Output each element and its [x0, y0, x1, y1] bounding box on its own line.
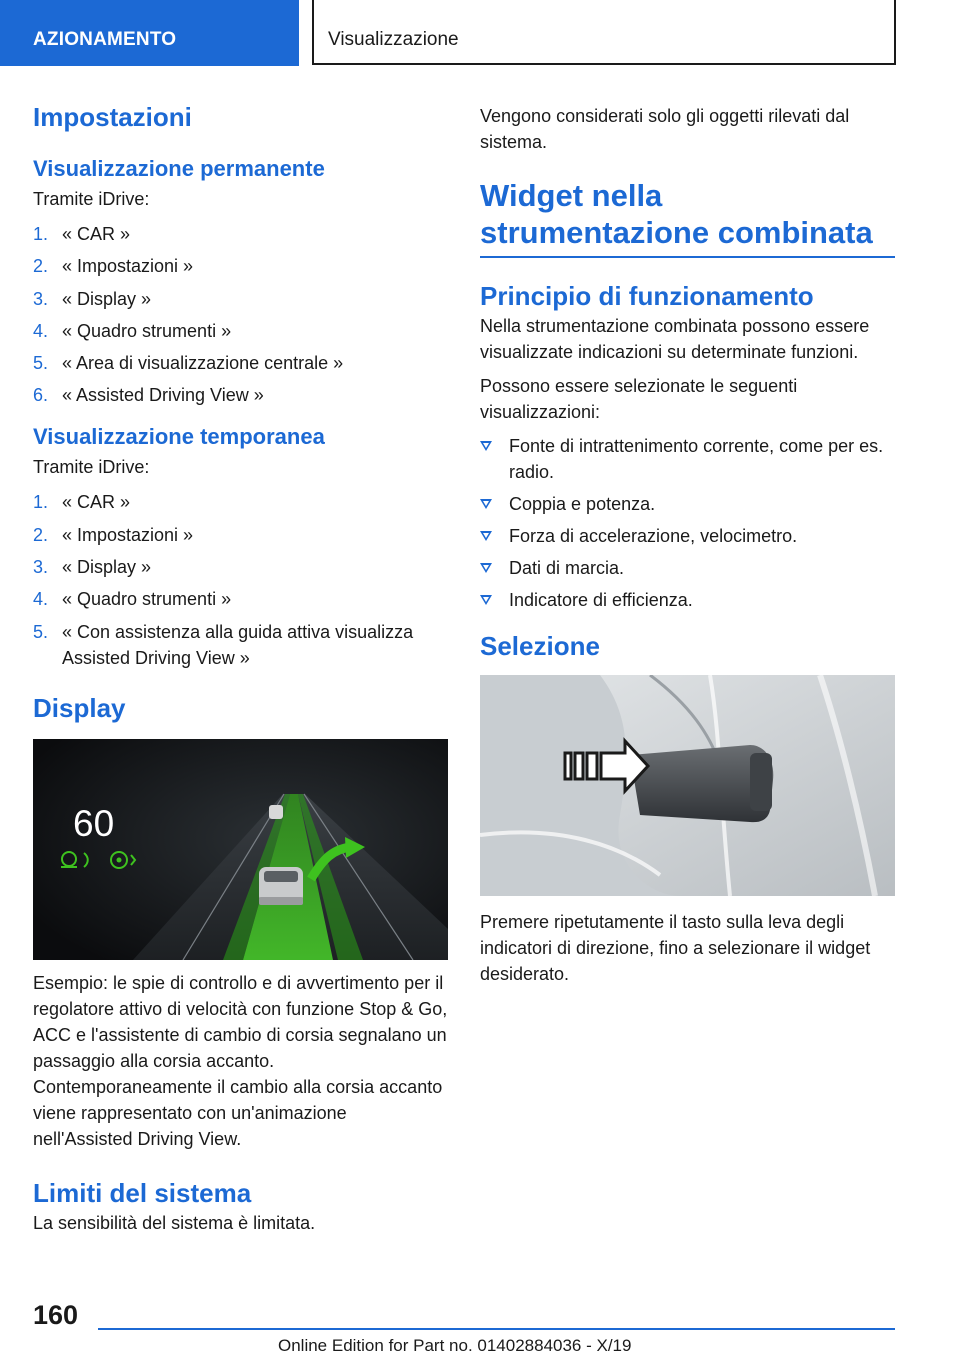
selectable-text: Possono essere selezionate le seguenti visualizzazioni: — [480, 376, 798, 422]
list-item: Dati di marcia. — [480, 555, 895, 581]
temporary-steps-list — [33, 489, 448, 670]
list-item: Indicatore di efficienza. — [480, 587, 895, 613]
list-item: 5. « Con assistenza alla guida attiva visualizza Assisted Driving View » — [33, 621, 414, 668]
section-title: AZIONAMENTO — [33, 29, 177, 50]
heading-rule — [480, 256, 895, 258]
selection-image — [480, 675, 895, 896]
bullet-triangle-icon — [480, 441, 492, 451]
heading-selection: Selezione — [480, 631, 600, 661]
list-item: 4. « Quadro strumenti » — [33, 589, 232, 610]
display-image — [33, 739, 448, 960]
bullet-triangle-icon — [480, 595, 492, 605]
heading-principle: Principio di funzionamento — [480, 281, 814, 311]
list-item: 3. « Display » — [33, 288, 152, 309]
list-item: Fonte di intrattenimento corrente, come per es. radio. — [480, 433, 895, 485]
via-idrive-text: Tramite iDrive: — [33, 457, 150, 478]
heading-display: Display — [33, 692, 126, 723]
driving-view-illustration — [33, 739, 448, 960]
list-item: 2. « Impostazioni » — [33, 256, 194, 277]
right-column — [480, 103, 895, 987]
heading-settings: Impostazioni — [33, 102, 192, 132]
list-item: 2. « Impostazioni » — [33, 524, 194, 545]
list-item: 6. « Assisted Driving View » — [33, 385, 264, 406]
heading-temporary: Visualizzazione temporanea — [33, 424, 325, 450]
list-item: 1. « CAR » — [33, 224, 131, 244]
footer-edition: Online Edition for Part no. 01402884036 - X/19 — [278, 1336, 632, 1355]
widget-options-list — [480, 433, 895, 613]
section-tab — [0, 0, 299, 66]
principle-text: Nella strumentazione combinata possono essere visualizzate indicazioni su determinate funzioni. — [480, 316, 870, 362]
speed-readout: 60 — [73, 802, 115, 844]
selection-text: Premere ripetutamente il tasto sulla leva degli indicatori di direzione, fino a selezionare il widget desiderato. — [480, 912, 871, 984]
permanent-steps-list — [33, 221, 448, 408]
bullet-triangle-icon — [480, 563, 492, 573]
via-idrive-text: Tramite iDrive: — [33, 189, 150, 209]
display-caption: Esempio: le spie di controllo e di avvertimento per il regolatore attivo di velocità con funzione Stop & Go, ACC e l'assistente di cambio di corsia segnalano un passaggio alla corsia accanto. Contemporaneamente il cambio alla corsia accanto viene rappresentato con un'animazione nell'Assisted Driving View. — [33, 972, 448, 1149]
list-item: 1. « CAR » — [33, 492, 131, 513]
bullet-triangle-icon — [480, 499, 492, 509]
bullet-triangle-icon — [480, 531, 492, 541]
list-item: Coppia e potenza. — [480, 491, 895, 517]
list-item: Forza di accelerazione, velocimetro. — [480, 523, 895, 549]
list-item: 5. « Area di visualizzazione centrale » — [33, 353, 344, 374]
limits-text: La sensibilità del sistema è limitata. — [33, 1212, 316, 1233]
page-number: 160 — [33, 1300, 79, 1330]
heading-widget: Widget nella strumentazione combinata — [480, 178, 873, 250]
topic-box — [312, 0, 896, 65]
footer-rule — [98, 1328, 895, 1330]
heading-limits: Limiti del sistema — [33, 1177, 252, 1208]
list-item: 4. « Quadro strumenti » — [33, 320, 232, 341]
turn-signal-lever-illustration — [480, 675, 895, 896]
list-item: 3. « Display » — [33, 557, 152, 578]
heading-permanent: Visualizzazione permanente — [33, 156, 325, 181]
left-column — [33, 100, 448, 1236]
topic-title: Visualizzazione — [328, 29, 459, 50]
objects-text: Vengono considerati solo gli oggetti rilevati dal sistema. — [480, 106, 850, 152]
